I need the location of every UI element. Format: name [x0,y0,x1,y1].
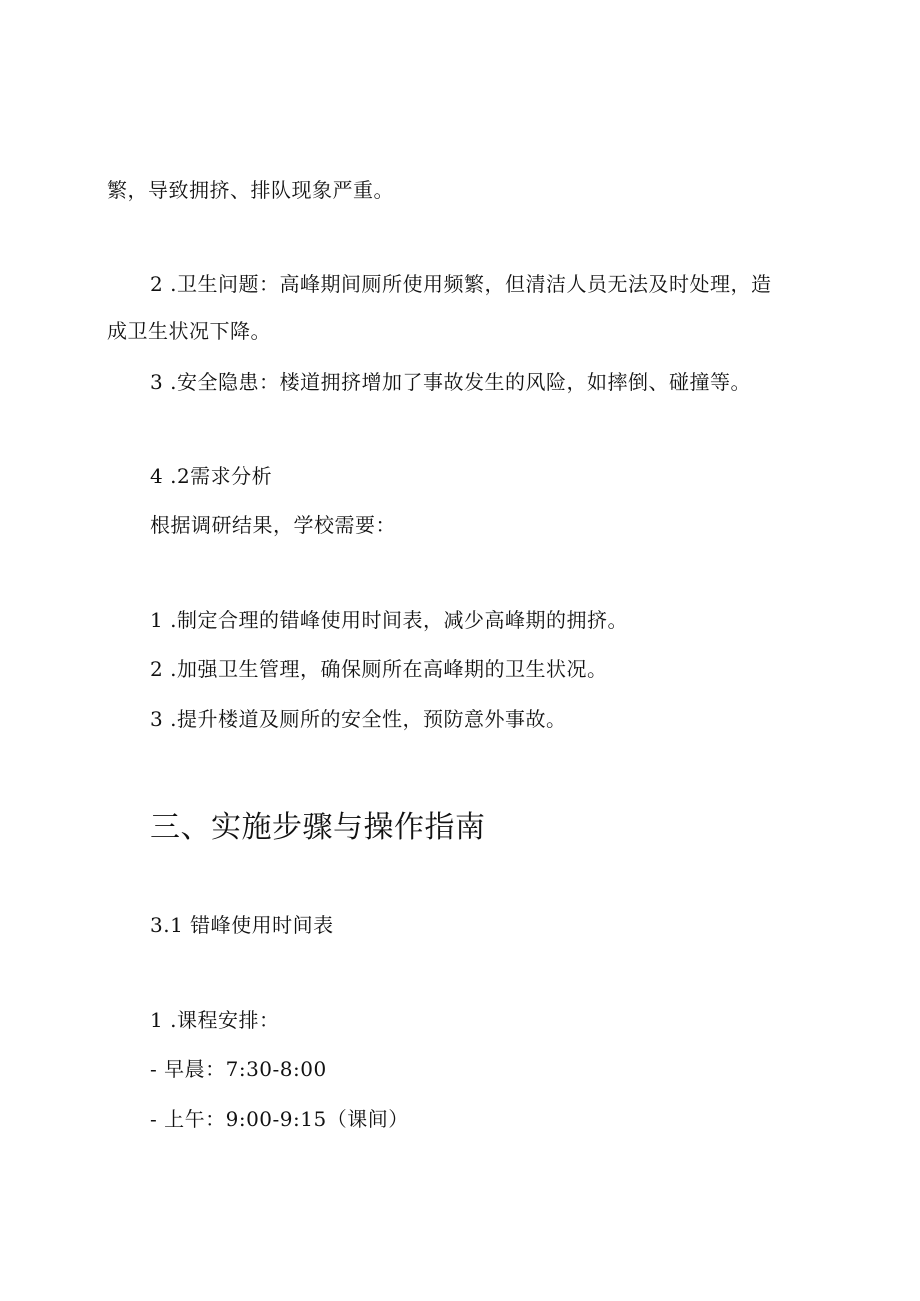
need-item-3: 3 .提升楼道及厕所的安全性，预防意外事故。 [150,707,567,731]
schedule-item-morning: - 早晨：7:30-8:00 [150,1057,327,1081]
need-item-1: 1 .制定合理的错峰使用时间表，减少高峰期的拥挤。 [150,608,628,632]
problem-item-3: 3 .安全隐患：楼道拥挤增加了事故发生的风险，如摔倒、碰撞等。 [150,370,751,394]
needs-intro: 根据调研结果，学校需要： [150,513,396,537]
need-item-2: 2 .加强卫生管理，确保厕所在高峰期的卫生状况。 [150,657,608,681]
subsection-title: 3.1 错峰使用时间表 [150,913,334,937]
problem-item-2-line-2: 成卫生状况下降。 [107,319,271,343]
needs-analysis-heading: 4 .2需求分析 [150,464,273,488]
section-title: 三、实施步骤与操作指南 [150,810,486,845]
schedule-heading: 1 .课程安排： [150,1008,280,1032]
schedule-item-forenoon: - 上午：9:00-9:15（课间） [150,1107,409,1131]
problem-item-2-line-1: 2 .卫生问题：高峰期间厕所使用频繁，但清洁人员无法及时处理，造 [150,272,772,296]
paragraph-continuation: 繁，导致拥挤、排队现象严重。 [107,178,394,202]
